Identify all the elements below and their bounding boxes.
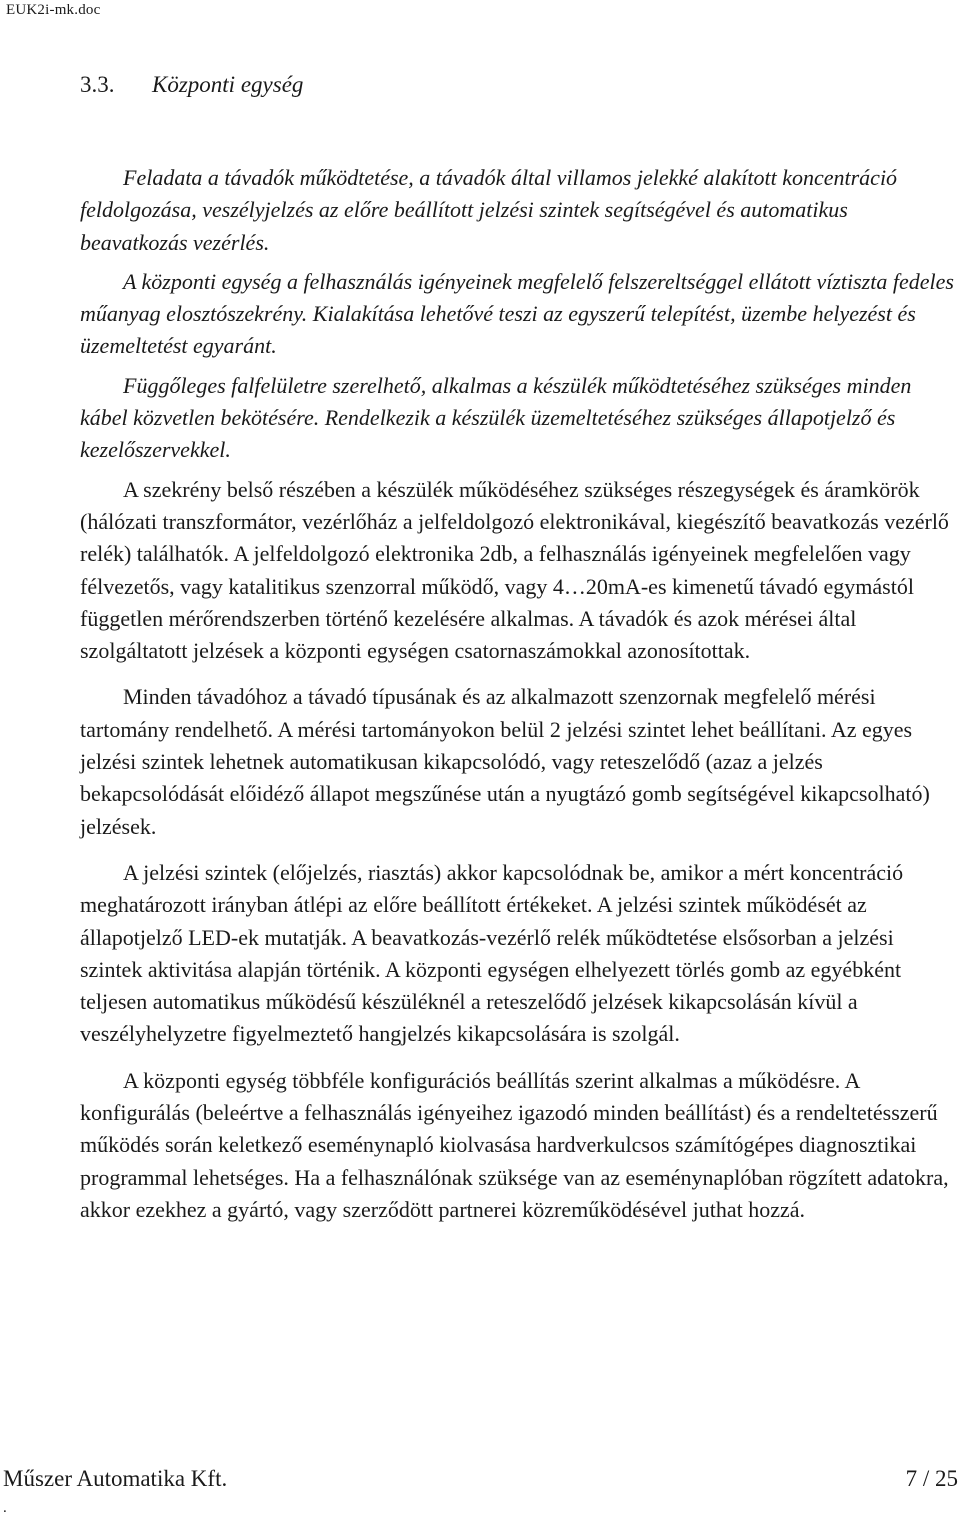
paragraph-configuration: A központi egység többféle konfigurációs beállítás szerint alkalmas a működésre. A konfigurálás (beleértve a felhasználás igényeihez igazodó minden beállítást) és a rendeltetésszerű működés során keletkező eseménynapló kiolvasása hardverkulcsos számítógépes diagnosztikai programmal lehetséges. Ha a felhasználónak szüksége van az eseménynaplóban rögzített adatokra, akkor ezekhez a gyártó, vagy szerződött partnerei közreműködésével juthat hozzá. [80,1067,949,1222]
paragraph-purpose: Feladata a távadók működtetése, a távadók által villamos jelekké alakított koncentráció feldolgozása, veszélyjelzés az előre beállított jelzési szintek segítségével és automatikus beavatkozás vezérlés. [80,165,898,255]
paragraph-enclosure: A központi egység a felhasználás igényeinek megfelelő felszereltséggel ellátott víztiszta fedeles műanyag elosztószekrény. Kialakítása lehetővé teszi az egyszerű telepítést, üzembe helyezést és üzemeltetést egyaránt. [80,268,954,359]
section-heading [80,72,303,98]
paragraph-alarm-levels: A jelzési szintek (előjelzés, riasztás) akkor kapcsolódnak be, amikor a mért koncentráció meghatározott irányban átlépi az előre beállított értékeket. A jelzési szintek működését az állapotjelző LED-ek mutatják. A beavatkozás-vezérlő relék működtetése elsősorban a jelzési szintek aktivitása alapján történik. A központi egységen elhelyezett törlés gomb az egyébként teljesen automatikus működésű készüléknél a reteszelődő jelzések kikapcsolásán kívül a veszélyhelyzetre figyelmeztető hangjelzés kikapcsolására is szolgál. [80,859,904,1047]
paragraph-internals: A szekrény belső részében a készülék működéséhez szükséges részegységek és áramkörök (hálózati transzformátor, vezérlőház a jelfeldolgozó elektronikával, kiegészítő beavatkozás vezérlő relék) találhatók. A jelfeldolgozó elektronika 2db, a felhasználás igényeinek megfelelően vagy félvezetős, vagy katalitikus szenzorral működő, vagy 4…20mA-es kimenetű távadó egymástól független mérőrendszerben történő kezelésére alkalmas. A távadók és azok mérései által szolgáltatott jelzések a központi egységen csatornaszámokkal azonosítottak. [80,476,949,664]
footer-mark: . [3,1500,7,1516]
section-number: 3.3. [80,72,115,97]
paragraph-mounting: Függőleges falfelületre szerelhető, alkalmas a készülék működtetéséhez szükséges minden kábel közvetlen bekötésére. Rendelkezik a készülék üzemeltetéséhez szükséges állapotjelző és kezelőszervekkel. [80,372,912,463]
paragraph-ranges: Minden távadóhoz a távadó típusának és az alkalmazott szenzornak megfelelő mérési tartomány rendelhető. A mérési tartományokon belül 2 jelzési szintet lehet beállítani. Az egyes jelzési szintek lehetnek automatikusan kikapcsolódó, vagy reteszelődő (azaz a jelzés bekapcsolódását előidéző állapot megszűnése után a nyugtázó gomb segítségével kikapcsolható) jelzések. [80,684,930,839]
section-title: Központi egység [152,72,304,97]
document-filename: EUK2i-mk.doc [6,2,101,18]
document-body [80,162,960,1226]
footer-company: Műszer Automatika Kft. [3,1466,228,1491]
footer-page-number: 7 / 25 [905,1466,958,1491]
